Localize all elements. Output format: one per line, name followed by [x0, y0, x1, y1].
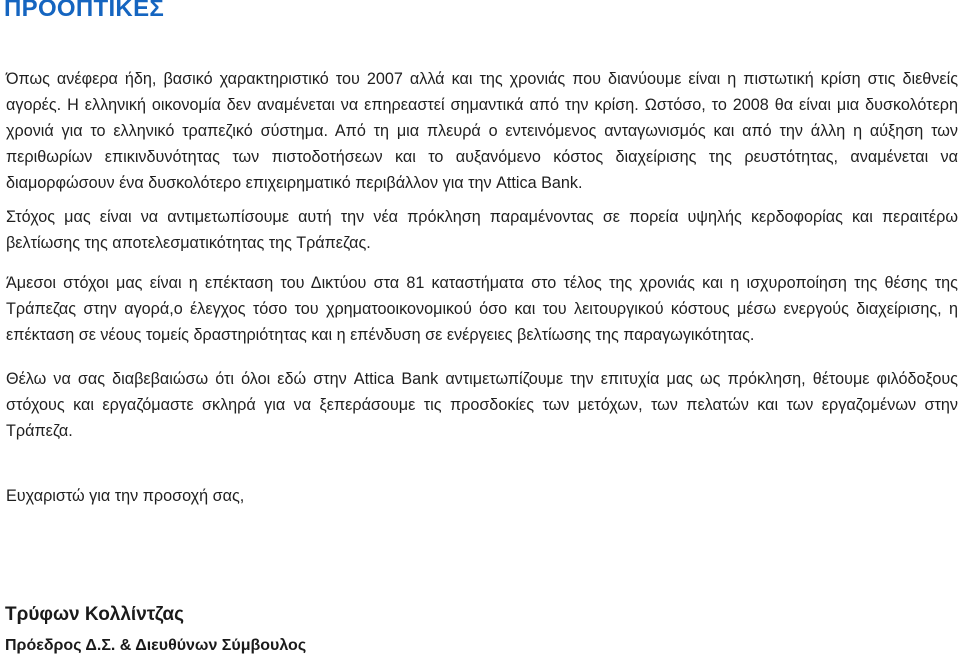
- paragraph-outlook-crisis: Όπως ανέφερα ήδη, βασικό χαρακτηριστικό του 2007 αλλά και της χρονιάς που διανύουμε είναι η πιστωτική κρίση στις διεθνείς αγορές. Η ελληνική οικονομία δεν αναμένεται να επηρεαστεί σημαντικά από την κρίση. Ωστόσο, το 2008 θα είναι μια δυσκολότερη χρονιά για το ελληνικό τραπεζικό σύστημα. Από τη μια πλευρά ο εντεινόμενος ανταγωνισμός και από την άλλη η αύξηση των περιθωρίων επικινδυνότητας των πιστοδοτήσεων και το αυξανόμενο κόστος διαχείρισης της ρευστότητας, αναμένεται να διαμορφώσουν ένα δυσκολότερο επιχειρηματικό περιβάλλον για την Attica Bank.: [6, 70, 958, 192]
- signature-name: Τρύφων Κολλίντζας: [5, 604, 184, 625]
- signature-title: Πρόεδρος Δ.Σ. & Διευθύνων Σύμβουλος: [5, 637, 307, 654]
- paragraph-immediate-goals: Άμεσοι στόχοι μας είναι η επέκταση του Δικτύου στα 81 καταστήματα στο τέλος της χρονιάς και η ισχυροποίηση της θέσης της Τράπεζας στην αγορά,ο έλεγχος τόσο του χρηματοοικονομικού όσο και του λειτουργικού κόστους μέσω ενεργούς διαχείρισης, η επέκταση σε νέους τομείς δραστηριότητας και η επένδυση σε ενέργειες βελτίωσης της παραγωγικότητας.: [6, 274, 958, 344]
- section-heading: ΠΡΟΟΠΤΙΚΕΣ: [4, 0, 165, 22]
- paragraph-goal: Στόχος μας είναι να αντιμετωπίσουμε αυτή την νέα πρόκληση παραμένοντας σε πορεία υψηλής κερδοφορίας και περαιτέρω βελτίωσης της αποτελεσματικότητας της Τράπεζας.: [6, 208, 958, 252]
- closing-line: Ευχαριστώ για την προσοχή σας,: [6, 487, 245, 505]
- paragraph-commitment: Θέλω να σας διαβεβαιώσω ότι όλοι εδώ στην Attica Bank αντιμετωπίζουμε την επιτυχία μας ως πρόκληση, θέτουμε φιλόδοξους στόχους και εργαζόμαστε σκληρά για να ξεπεράσουμε τις προσδοκίες των μετόχων, των πελατών και των εργαζομένων στην Τράπεζα.: [6, 370, 958, 440]
